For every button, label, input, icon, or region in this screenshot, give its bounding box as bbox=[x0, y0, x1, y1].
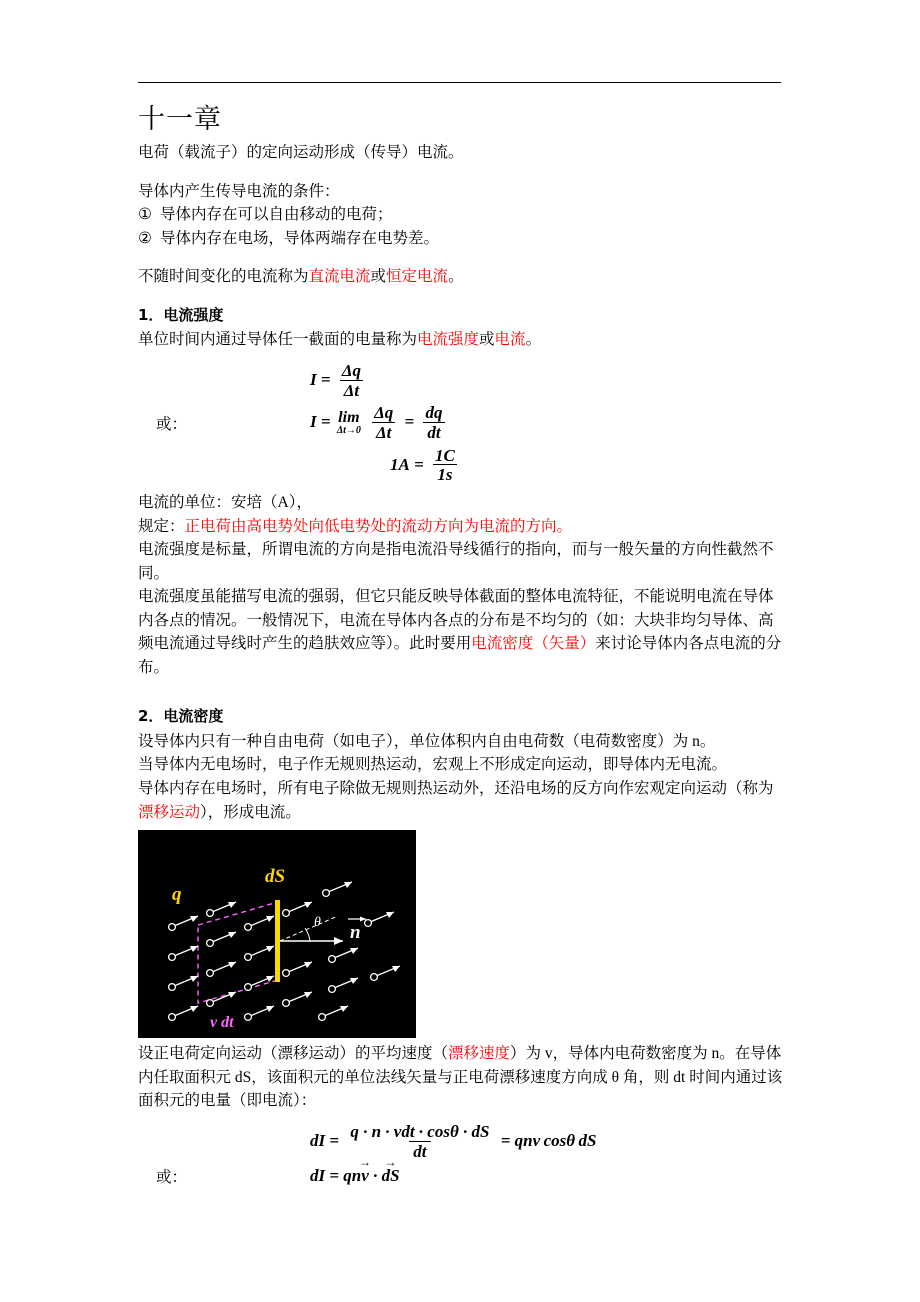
document-body bbox=[138, 104, 786, 1193]
formula-ampere-unit: 1A = $\frac{1C}{1s}$ bbox=[390, 445, 455, 485]
list-text: 导体内存在可以自由移动的电荷； bbox=[160, 206, 393, 224]
paragraph-2-part-2: 来讨论导体内各点电流的分布。 bbox=[138, 635, 782, 676]
section-2-heading: 2．电流密度 bbox=[138, 707, 224, 726]
spacer bbox=[138, 250, 786, 265]
formula-di-vector: dI = qnv → · dS → bbox=[200, 1166, 400, 1186]
formula-or-label-1: 或： bbox=[156, 416, 188, 434]
spacer bbox=[138, 165, 786, 180]
definition-suffix: 。 bbox=[525, 331, 542, 349]
spacer bbox=[138, 679, 786, 705]
steady-current-line bbox=[138, 265, 786, 289]
section-1-paragraph-2 bbox=[138, 585, 786, 679]
formula-row bbox=[138, 1123, 786, 1161]
formula-di-expanded: dI = $\frac{\text{q · n · vdt · cosθ · dS}}{dt}$ = qnv cosθ dS bbox=[310, 1121, 597, 1161]
formula-row bbox=[138, 1165, 786, 1187]
figure-label-q: q bbox=[172, 884, 182, 906]
steady-current-prefix: 不随时间变化的电流称为 bbox=[138, 268, 309, 286]
section-2-paragraph-4 bbox=[138, 1042, 786, 1113]
figure-svg bbox=[138, 830, 416, 1038]
current-density-figure bbox=[138, 830, 416, 1038]
formula-or-label-2: 或： bbox=[156, 1169, 188, 1187]
intro-line-2: 导体内产生传导电流的条件： bbox=[138, 182, 340, 200]
unit-line: 电流的单位：安培（A）， bbox=[138, 494, 312, 511]
list-item bbox=[138, 203, 786, 227]
paragraph-4-part-1: 设正电荷定向运动（漂移运动）的平均速度（ bbox=[138, 1045, 449, 1063]
paragraph-3-highlight: 漂移运动 bbox=[138, 803, 201, 821]
steady-current-highlight-2: 恒定电流 bbox=[386, 268, 449, 286]
page-title: 十一章 bbox=[138, 104, 222, 135]
section-2-paragraph-2: 当导体内无电场时，电子作无规则热运动，宏观上不形成定向运动，即导体内无电流。 bbox=[138, 756, 728, 774]
paragraph-4-part-2: ）为 v，导体内电荷数密度为 n。在导体内任取面积元 dS，该面积元的单位法线矢量与正电荷漂移速度方向成 θ 角，则 dt 时间内通过该面积元的电量（即电流）： bbox=[138, 1045, 783, 1110]
formula-block-2 bbox=[138, 1123, 786, 1187]
paragraph-4-highlight: 漂移速度 bbox=[448, 1045, 511, 1063]
formula-row bbox=[138, 362, 786, 400]
paragraph-3-part-2: ），形成电流。 bbox=[200, 803, 301, 821]
list-text: 导体内存在电场，导体两端存在电势差。 bbox=[160, 229, 440, 247]
conditions-list bbox=[138, 203, 786, 250]
rule-text: 正电荷由高电势处向低电势处的流动方向为电流的方向。 bbox=[184, 517, 573, 535]
paragraph-3-part-1: 导体内存在电场时，所有电子除做无规则热运动外，还沿电场的反方向作宏观定向运动（称为 bbox=[138, 779, 774, 797]
definition-middle: 或 bbox=[479, 331, 495, 349]
section-2-paragraph-3 bbox=[138, 777, 786, 824]
intro-line-1: 电荷（载流子）的定向运动形成（传导）电流。 bbox=[138, 144, 464, 162]
section-2-paragraph-1: 设导体内只有一种自由电荷（如电子），单位体积内自由电荷数（电荷数密度）为 n。 bbox=[138, 732, 716, 750]
paragraph-2-part-1: 电流强度虽能描写电流的强弱，但它只能反映导体截面的整体电流特征，不能说明电流在导体内各点的情况。一般情况下，电流在导体内各点的分布是不均匀的（如：大块非均匀导体、高频电流通过导线时产生的趋肤效应等）。此时要用 bbox=[138, 588, 774, 653]
rule-label: 规定： bbox=[138, 517, 185, 535]
section-1-definition bbox=[138, 328, 786, 352]
spacer bbox=[138, 289, 786, 304]
formula-row bbox=[138, 404, 786, 442]
figure-label-dS: dS bbox=[265, 866, 286, 888]
formula-row bbox=[138, 447, 786, 485]
definition-highlight-2: 电流 bbox=[494, 331, 526, 349]
rule-line bbox=[138, 515, 786, 539]
section-1-paragraph-1: 电流强度是标量，所谓电流的方向是指电流沿导线循行的指向，而与一般矢量的方向性截然不同。 bbox=[138, 541, 774, 582]
header-rule bbox=[138, 82, 781, 83]
steady-current-highlight-1: 直流电流 bbox=[308, 268, 371, 286]
section-1-heading: 1．电流强度 bbox=[138, 305, 224, 324]
formula-current-definition: I = $\frac{\Delta q}{\Delta t}$ bbox=[200, 362, 368, 400]
list-marker: ② bbox=[138, 229, 152, 247]
figure-label-vdt: v dt bbox=[210, 1014, 234, 1032]
list-marker: ① bbox=[138, 206, 152, 224]
list-item bbox=[138, 227, 786, 251]
figure-label-n: n bbox=[350, 922, 361, 944]
formula-block-1 bbox=[138, 362, 786, 485]
figure-label-theta: θ bbox=[314, 915, 321, 931]
steady-current-middle: 或 bbox=[370, 268, 387, 286]
definition-prefix: 单位时间内通过导体任一截面的电量称为 bbox=[138, 331, 418, 349]
definition-highlight-1: 电流强度 bbox=[417, 331, 480, 349]
paragraph-2-highlight: 电流密度（矢量） bbox=[471, 635, 596, 653]
steady-current-suffix: 。 bbox=[448, 268, 464, 286]
formula-current-limit: I = lim Δt→0 $\frac{\Delta q}{\Delta t}$ = $\frac{dq}{dt}$ bbox=[200, 404, 449, 442]
